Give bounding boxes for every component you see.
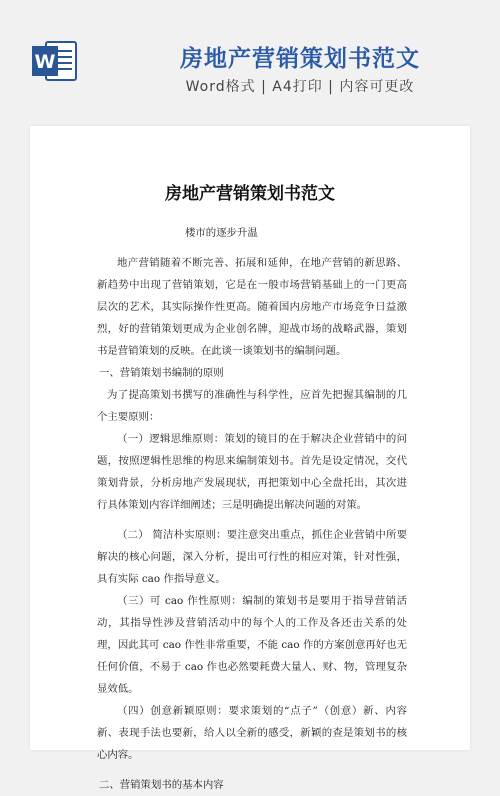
paragraph-intro: 地产营销随着不断完善、拓展和延伸，在地产营销的新思路、新趋势中出现了营销策划，它是在一般市场营销基础上的一门更高层次的艺术，其实际操作性更高。随着国内房地产市场竞争日益激烈，好的营销策划更成为企业创名牌，迎战市场的战略武器，策划书是营销策划的反映。在此谈一谈策划书的编制问题。 — [97, 257, 407, 357]
paragraph-principle-4: （四）创意新颖原则：要求策划的“点子”（创意）新、内容新、表现手法也要新，给人以全新的感受，新颖的查是策划书的核心内容。 — [97, 705, 407, 761]
paragraph-principle-1: （一）逻辑思维原则：策划的镜目的在于解决企业营销中的问题，按照逻辑性思维的构思来编制策划书。首先是设定情况，交代策划背景，分析房地产发展现状，再把策划中心全盘托出，其次进行具体策划内容详细阐述；三是明确提出解决问题的对策。 — [97, 433, 407, 511]
header — [0, 0, 500, 125]
paragraph-principle-3: （三）可 cao 作性原则：编制的策划书是要用于指导营销活动，其指导性涉及营销活动中的每个人的工作及各还击关系的处理，因此其可 cao 作性非常重要，不能 cao 作的方案创意再好也无任何价值，不易于 cao 作也必然要耗费大量人、财、物，管理复杂显效低。 — [97, 595, 407, 695]
document-page — [30, 126, 470, 791]
word-doc-icon — [30, 40, 78, 82]
header-title: 房地产营销策划书范文 — [180, 46, 420, 72]
section-heading-2: 二、营销策划书的基本内容 — [99, 779, 224, 791]
word-doc-letter: W — [34, 51, 56, 73]
paragraph-principle-2: （二） 简洁朴实原则：要注意突出重点，抓住企业营销中所要解决的核心问题，深入分析，提出可行性的相应对策，针对性强，具有实际 cao 作指导意义。 — [97, 529, 407, 585]
paragraph-principles: 为了提高策划书撰写的准确性与科学性，应首先把握其编制的几个主要原则： — [97, 389, 407, 423]
header-subtitle: Word格式 | A4打印 | 内容可更改 — [185, 79, 415, 95]
section-heading-1: 一、营销策划书编制的原则 — [99, 367, 224, 379]
document-subtitle: 楼市的逐步升温 — [185, 227, 258, 239]
document-body — [97, 222, 407, 796]
document-title: 房地产营销策划书范文 — [165, 184, 335, 204]
